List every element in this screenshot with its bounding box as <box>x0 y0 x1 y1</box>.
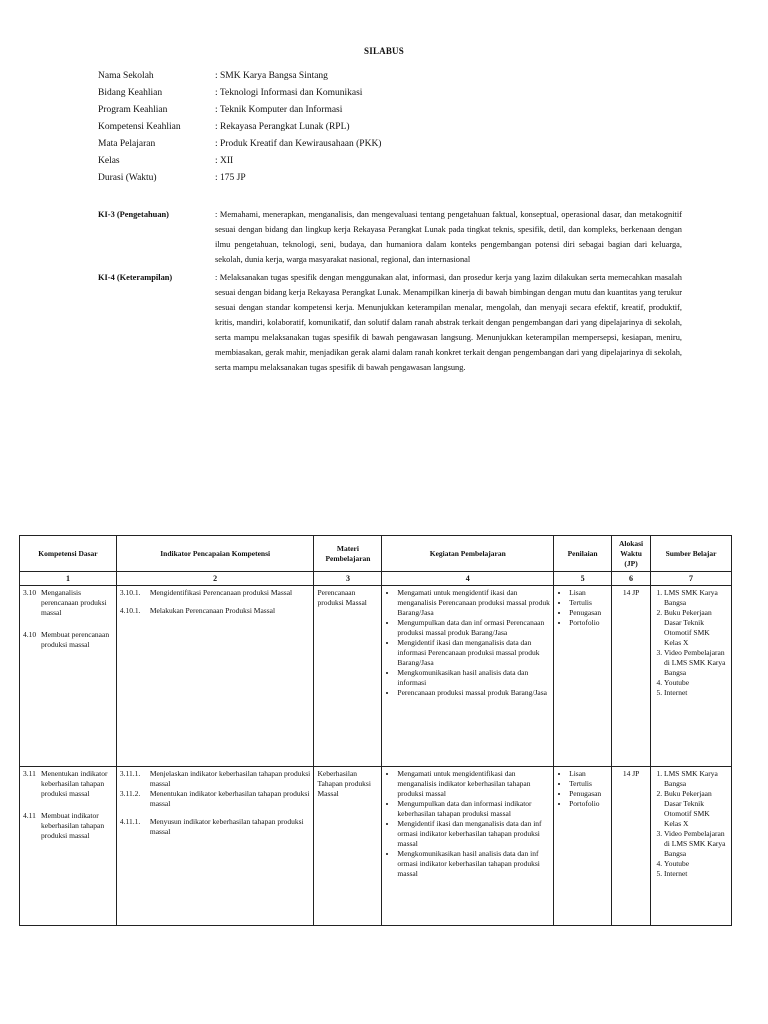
indikator-text: Menyusun indikator keberhasilan tahapan produksi massal <box>149 817 304 836</box>
header-sumber: Sumber Belajar <box>651 536 732 572</box>
header-kegiatan: Kegiatan Pembelajaran <box>382 536 554 572</box>
ki3-label: KI-3 (Pengetahuan) <box>98 210 169 219</box>
kd-number: 3.11 <box>23 769 36 778</box>
list-item: • Mengamati untuk mengidentif ikasi dan menganalisis Perencanaan produksi massal produk Barang/Jasa <box>397 588 550 618</box>
info-value: : Teknik Komputer dan Informasi <box>215 105 343 115</box>
list-item: • Mengidentif ikasi dan menganalisis data dan informasi Perencanaan produksi massal produk Barang/Jasa <box>397 638 550 668</box>
list-item: • Mengkomunikasikan hasil analisis data dan informasi <box>397 668 550 688</box>
header-indikator: Indikator Pencapaian Kompetensi <box>116 536 314 572</box>
list-item: • Portofolio <box>569 799 608 809</box>
list-item: • Tertulis <box>569 598 608 608</box>
list-item: • Penugasan <box>569 608 608 618</box>
info-label: Program Keahlian <box>98 105 168 115</box>
ki3-text: : Memahami, menerapkan, menganalisis, dan mengevaluasi tentang pengetahuan faktual, konseptual, operasional dasar, dan metakognitif sesuai dengan bidang dan lingkup kerja Rekayasa Perangkat Lunak pada tingkat teknis, spesifik, detil, dan kompleks, berkenaan dengan ilmu pengetahuan, teknologi, seni, budaya, dan humaniora dalam konteks pengembangan potensi diri sebagai bagian dari keluarga, sekolah, dunia kerja, warga masyarakat nasional, regional, dan internasional <box>215 210 682 264</box>
indikator-number: 4.10.1. <box>119 606 141 615</box>
kegiatan-cell <box>382 586 554 767</box>
column-number: 3 <box>314 572 382 586</box>
list-item: • Mengumpulkan data dan informasi indikator keberhasilan tahapan produksi massal <box>397 799 550 819</box>
indikator-cell <box>116 586 314 767</box>
list-item: • Mengumpulkan data dan inf ormasi Perencanaan produksi massal produk Barang/Jasa <box>397 618 550 638</box>
list-item: • Mengidentif ikasi dan menganalisis data dan inf ormasi indikator keberhasilan tahapan produksi massal <box>397 819 550 849</box>
ki4-label: KI-4 (Keterampilan) <box>98 273 173 282</box>
column-number: 5 <box>554 572 612 586</box>
kd-text: Membuat perencanaan produksi massal <box>41 630 110 649</box>
kd-text: Menganalisis perencanaan produksi massal <box>41 588 107 617</box>
header-kompetensi-dasar: Kompetensi Dasar <box>20 536 117 572</box>
info-value: : SMK Karya Bangsa Sintang <box>215 71 328 81</box>
ki3-section <box>98 207 682 267</box>
kd-number: 4.11 <box>23 811 36 820</box>
info-label: Nama Sekolah <box>98 71 154 81</box>
info-row <box>98 173 381 190</box>
syllabus-table <box>19 535 732 926</box>
table-row <box>20 767 732 926</box>
list-item: 1. LMS SMK Karya Bangsa <box>664 769 728 789</box>
list-item: 5. Internet <box>664 869 728 879</box>
indikator-number: 3.11.2. <box>119 789 141 798</box>
kd-cell <box>20 586 117 767</box>
indikator-number: 3.10.1. <box>119 588 141 597</box>
info-label: Durasi (Waktu) <box>98 173 157 183</box>
list-item: 4. Youtube <box>664 678 728 688</box>
identity-block <box>98 71 381 190</box>
column-number: 1 <box>20 572 117 586</box>
info-label: Mata Pelajaran <box>98 139 156 149</box>
sumber-cell <box>651 586 732 767</box>
ki4-section <box>98 270 682 375</box>
kegiatan-cell <box>382 767 554 926</box>
list-item: 4. Youtube <box>664 859 728 869</box>
sumber-cell <box>651 767 732 926</box>
header-alokasi: Alokasi Waktu (JP) <box>612 536 651 572</box>
indikator-cell <box>116 767 314 926</box>
info-value: : 175 JP <box>215 173 246 183</box>
column-number-row <box>20 572 732 586</box>
kd-text: Menentukan indikator keberhasilan tahapan produksi massal <box>41 769 108 798</box>
list-item: 3. Video Pembelajaran di LMS SMK Karya Bangsa <box>664 648 728 678</box>
penilaian-cell <box>554 586 612 767</box>
alokasi-cell: 14 JP <box>612 767 651 926</box>
list-item: • Mengkomunikasikan hasil analisis data dan inf ormasi indikator keberhasilan tahapan produksi massal <box>397 849 550 879</box>
info-row <box>98 139 381 156</box>
column-number: 7 <box>651 572 732 586</box>
list-item: • Lisan <box>569 588 608 598</box>
alokasi-cell: 14 JP <box>612 586 651 767</box>
list-item: 2. Buku Pekerjaan Dasar Teknik Otomotif SMK Kelas X <box>664 608 728 648</box>
info-row <box>98 105 381 122</box>
kd-cell <box>20 767 117 926</box>
indikator-text: Menjelaskan indikator keberhasilan tahapan produksi massal <box>149 769 311 788</box>
info-label: Kompetensi Keahlian <box>98 122 181 132</box>
kd-text: Membuat indikator keberhasilan tahapan produksi massal <box>41 811 105 840</box>
list-item: 2. Buku Pekerjaan Dasar Teknik Otomotif SMK Kelas X <box>664 789 728 829</box>
info-value: : Teknologi Informasi dan Komunikasi <box>215 88 363 98</box>
column-number: 6 <box>612 572 651 586</box>
document-title: SILABUS <box>364 46 404 56</box>
list-item: • Lisan <box>569 769 608 779</box>
list-item: 3. Video Pembelajaran di LMS SMK Karya Bangsa <box>664 829 728 859</box>
info-value: : Rekayasa Perangkat Lunak (RPL) <box>215 122 350 132</box>
info-row <box>98 122 381 139</box>
info-value: : Produk Kreatif dan Kewirausahaan (PKK) <box>215 139 382 149</box>
ki4-text: : Melaksanakan tugas spesifik dengan menggunakan alat, informasi, dan prosedur kerja yang lazim dilakukan serta memecahkan masalah sesuai dengan bidang kerja Rekayasa Perangkat Lunak. Menampilkan kinerja di bawah bimbingan dengan mutu dan kuantitas yang terukur sesuai dengan standar kompetensi kerja. Menunjukkan keterampilan menalar, mengolah, dan menyaji secara efektif, kreatif, produktif, kritis, mandiri, kolaboratif, komunikatif, dan solutif dalam ranah abstrak terkait dengan pengembangan dari yang dipelajarinya di sekolah, serta mampu melaksanakan tugas spesifik di bawah pengawasan langsung. Menunjukkan keterampilan mempersepsi, kesiapan, meniru, membiasakan, gerak mahir, menjadikan gerak alami dalam ranah konkret terkait dengan pengembangan dari yang dipelajarinya di sekolah, serta mampu melaksanakan tugas spesifik di bawah pengawasan langsung. <box>215 273 683 372</box>
indikator-number: 4.11.1. <box>119 817 141 826</box>
info-row <box>98 156 381 173</box>
info-value: : XII <box>215 156 234 166</box>
column-number: 4 <box>382 572 554 586</box>
list-item: • Penugasan <box>569 789 608 799</box>
indikator-text: Menentukan indikator keberhasilan tahapan produksi massal <box>149 789 310 808</box>
materi-cell: Keberhasilan Tahapan produksi Massal <box>314 767 382 926</box>
table-header-row <box>20 536 732 572</box>
list-item: • Tertulis <box>569 779 608 789</box>
indikator-text: Melakukan Perencanaan Produksi Massal <box>149 606 276 615</box>
list-item: 5. Internet <box>664 688 728 698</box>
list-item: • Portofolio <box>569 618 608 628</box>
indikator-text: Mengidentifikasi Perencanaan produksi Massal <box>149 588 293 597</box>
header-penilaian: Penilaian <box>554 536 612 572</box>
kd-number: 3.10 <box>23 588 37 597</box>
info-row <box>98 88 381 105</box>
info-label: Bidang Keahlian <box>98 88 163 98</box>
list-item: • Perencanaan produksi massal produk Barang/Jasa <box>397 688 550 698</box>
column-number: 2 <box>116 572 314 586</box>
kd-number: 4.10 <box>23 630 37 639</box>
materi-cell: Perencanaan produksi Massal <box>314 586 382 767</box>
header-materi: Materi Pembelajaran <box>314 536 382 572</box>
info-row <box>98 71 381 88</box>
table-row <box>20 586 732 767</box>
list-item: 1. LMS SMK Karya Bangsa <box>664 588 728 608</box>
info-label: Kelas <box>98 156 120 166</box>
list-item: • Mengamati untuk mengidentifikasi dan menganalisis indikator keberhasilan tahapan produksi massal <box>397 769 550 799</box>
indikator-number: 3.11.1. <box>119 769 141 778</box>
penilaian-cell <box>554 767 612 926</box>
